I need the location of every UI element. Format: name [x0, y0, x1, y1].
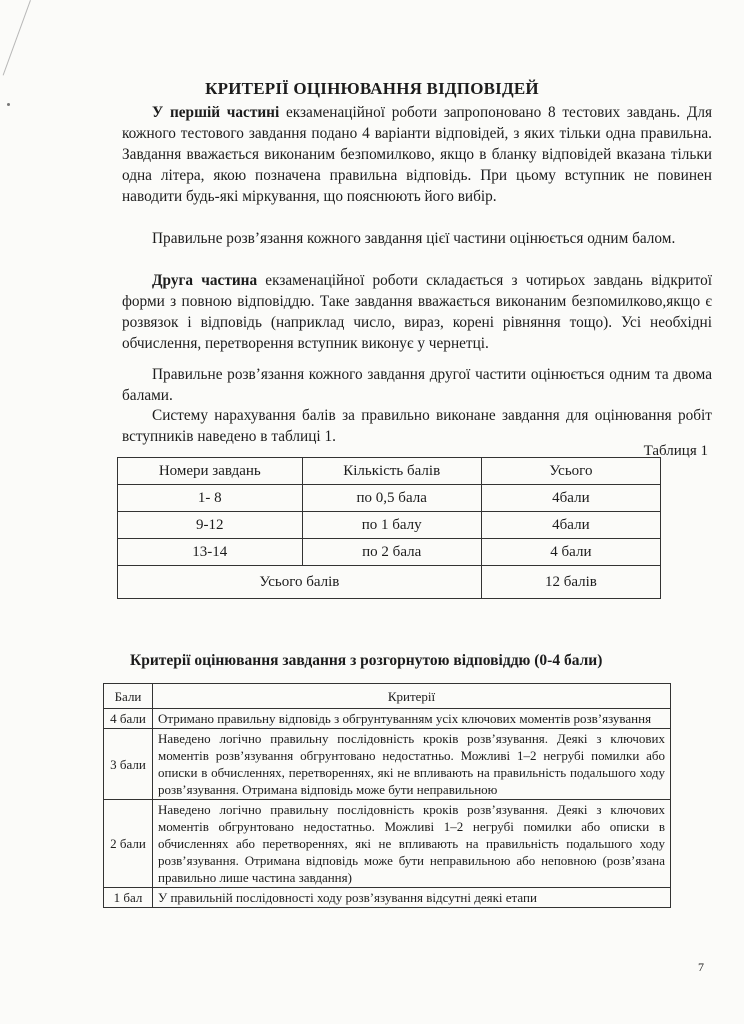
- criteria-row: [104, 800, 671, 888]
- table-row: [118, 539, 661, 566]
- table-header-row: [118, 458, 661, 485]
- paragraph-part-two-score: Правильне розв’язання кожного завдання другої частити оцінюється одним та двома балами.: [122, 366, 712, 404]
- header-task-numbers: Номери завдань: [118, 458, 303, 485]
- scan-artifact-dot: [7, 103, 10, 106]
- cell-task-numbers: 9-12: [118, 512, 303, 539]
- criteria-score: 4 бали: [104, 709, 153, 729]
- part-two-text: екзаменаційної роботи складається з чотирьох завдань відкритої форми з повною відповіддю. Таке завдання вважається виконаним безпомилково,якщо є розвязок і відповідь (наприклад число, вираз, корені рівняння тощо). Усі необхідні обчислення, перетворення вступник виконує у чернетці.: [122, 272, 712, 352]
- cell-task-numbers: 13-14: [118, 539, 303, 566]
- paragraph-part-one: [122, 102, 712, 207]
- scan-artifact-line: [3, 0, 31, 76]
- cell-points: по 1 балу: [302, 512, 481, 539]
- criteria-score: 1 бал: [104, 888, 153, 908]
- criteria-row: [104, 888, 671, 908]
- criteria-text: У правильній послідовності ходу розв’язування відсутні деякі етапи: [153, 888, 671, 908]
- criteria-text: Наведено логічно правильну послідовність кроків розв’язування. Деякі з ключових моментів розв’язування обгрунтовано недостатньо. Можливі 1–2 негрубі помилки або описки в обчисленнях, перетвореннях, які не впливають на правильність подальшого ходу розв’язування. Отримана відповідь може бути неправильною: [153, 729, 671, 800]
- paragraph-part-two: [122, 270, 712, 354]
- table-caption: Таблиця 1: [643, 443, 708, 459]
- table-total-row: [118, 566, 661, 599]
- cell-total: 4бали: [481, 512, 660, 539]
- header-score: Бали: [104, 684, 153, 709]
- criteria-text: Отримано правильну відповідь з обгрунтуванням усіх ключових моментів розв’язування: [153, 709, 671, 729]
- score-table: [117, 457, 661, 599]
- cell-points: по 2 бала: [302, 539, 481, 566]
- cell-total: 4бали: [481, 485, 660, 512]
- total-value: 12 балів: [481, 566, 660, 599]
- header-total: Усього: [481, 458, 660, 485]
- table-row: [118, 512, 661, 539]
- part-one-text: екзаменаційної роботи запропоновано 8 тестових завдань. Для кожного тестового завдання подано 4 варіанти відповідей, з яких тільки одна правильна. Завдання вважається виконаним безпомилково, якщо в бланку відповідей вказана тільки одна літера, якою позначена правильна відповідь. При цьому вступник не повинен наводити будь-які міркування, що пояснюють його вибір.: [122, 104, 712, 205]
- page-number: 7: [698, 960, 704, 974]
- header-points: Кількість балів: [302, 458, 481, 485]
- paragraph-part-one-score: Правильне розв’язання кожного завдання цієї частини оцінюється одним балом.: [152, 230, 676, 247]
- header-criteria: Критерії: [153, 684, 671, 709]
- cell-total: 4 бали: [481, 539, 660, 566]
- criteria-score: 2 бали: [104, 800, 153, 888]
- criteria-score: 3 бали: [104, 729, 153, 800]
- criteria-title: Критерії оцінювання завдання з розгорнутою відповіддю (0-4 бали): [130, 652, 603, 669]
- criteria-header-row: [104, 684, 671, 709]
- criteria-table: [103, 683, 671, 908]
- part-two-label: Друга частина: [152, 272, 258, 289]
- cell-task-numbers: 1- 8: [118, 485, 303, 512]
- criteria-row: [104, 709, 671, 729]
- cell-points: по 0,5 бала: [302, 485, 481, 512]
- paragraph-table-intro: Систему нарахування балів за правильно виконане завдання для оцінювання робіт вступників наведено в таблиці 1.: [122, 407, 712, 445]
- criteria-row: [104, 729, 671, 800]
- table-row: [118, 485, 661, 512]
- criteria-text: Наведено логічно правильну послідовність кроків розв’язування. Деякі з ключових моментів обгрунтовано недостатньо. Можливі 1–2 негрубі помилки або описки в обчисленнях або перетвореннях, які не впливають на правильність подальшого ходу розв’язування. Отримана відповідь може бути неправильною або неповною (розв’язана правильно лише частина завдання): [153, 800, 671, 888]
- total-label: Усього балів: [118, 566, 482, 599]
- page-title: КРИТЕРІЇ ОЦІНЮВАННЯ ВІДПОВІДЕЙ: [205, 79, 539, 98]
- part-one-label: У першій частині: [152, 104, 280, 121]
